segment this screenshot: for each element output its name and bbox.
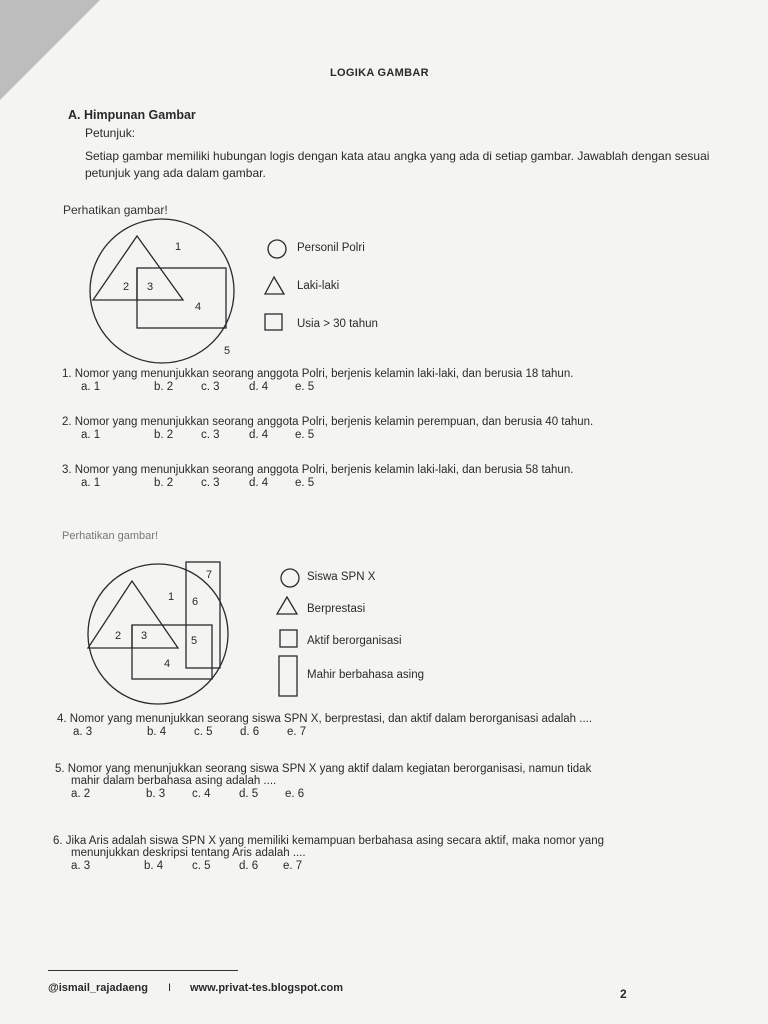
option-d[interactable]: d. 4 [249,477,269,489]
legend-male: Laki-laki [297,280,340,292]
option-a[interactable]: a. 1 [81,477,101,489]
legend2-triangle-icon [277,597,297,614]
option-d[interactable]: d. 6 [240,726,260,738]
option-c[interactable]: c. 4 [192,788,211,800]
option-b[interactable]: b. 4 [147,726,167,738]
option-c[interactable]: c. 5 [194,726,213,738]
question-5 [55,763,591,803]
fig2-num-2: 2 [115,630,122,642]
legend2-circle-icon [281,569,299,587]
legend-triangle-icon [265,277,284,294]
question-stem: Nomor yang menunjukkan seorang anggota Polri, berjenis kelamin laki-laki, dan berusia 18 tahun. [74,368,574,380]
option-b[interactable]: b. 2 [154,381,174,393]
legend-achiever: Berprestasi [307,603,366,615]
question-6 [53,835,604,875]
spn-circle [88,564,228,704]
option-e[interactable]: e. 5 [295,477,315,489]
option-e[interactable]: e. 5 [295,429,315,441]
language-rectangle [186,562,220,668]
option-b[interactable]: b. 3 [146,788,166,800]
section-heading: A. Himpunan Gambar [68,108,196,122]
option-a[interactable]: a. 3 [73,726,93,738]
option-d[interactable]: d. 4 [249,429,269,441]
question-stem-continued: menunjukkan deskripsi tentang Aris adalah .... [71,847,306,859]
option-b[interactable]: b. 2 [154,429,174,441]
option-a[interactable]: a. 1 [81,381,101,393]
option-e[interactable]: e. 7 [283,860,303,872]
option-b[interactable]: b. 4 [144,860,164,872]
option-e[interactable]: e. 6 [285,788,305,800]
legend-polri: Personil Polri [297,242,365,254]
footer-divider [48,970,238,971]
footer-author: @ismail_rajadaeng [48,982,148,994]
fig1-num-5: 5 [224,345,231,357]
option-a[interactable]: a. 2 [71,788,91,800]
legend-organization: Aktif berorganisasi [307,635,402,647]
question-number: 5. [55,763,65,775]
question-stem: Nomor yang menunjukkan seorang siswa SPN X yang aktif dalam kegiatan berorganisasi, namun tidak [67,763,592,775]
legend-language: Mahir berbahasa asing [307,669,424,681]
footer-separator: I [168,982,172,994]
fig1-num-3: 3 [147,281,154,293]
question-2 [62,416,593,444]
question-3 [62,464,573,492]
option-e[interactable]: e. 5 [295,381,315,393]
page-title: LOGIKA GAMBAR [330,67,429,79]
question-number: 1. [62,368,72,380]
option-c[interactable]: c. 3 [201,381,220,393]
option-c[interactable]: c. 3 [201,477,220,489]
fig2-num-1: 1 [168,591,175,603]
fig2-num-6: 6 [192,596,199,608]
option-b[interactable]: b. 2 [154,477,174,489]
option-c[interactable]: c. 3 [201,429,220,441]
instructions-text: Setiap gambar memiliki hubungan logis dengan kata atau angka yang ada di setiap gambar. Jawablah dengan sesuai petunjuk yang ada dalam gambar. [85,149,710,180]
question-4 [57,713,592,741]
legend-spn: Siswa SPN X [307,571,376,583]
option-d[interactable]: d. 4 [249,381,269,393]
legend2-square-icon [280,630,297,647]
question-1 [62,368,573,396]
option-a[interactable]: a. 3 [71,860,91,872]
option-c[interactable]: c. 5 [192,860,211,872]
option-d[interactable]: d. 6 [239,860,259,872]
question-number: 4. [57,713,67,725]
achiever-triangle [88,581,178,648]
observe-label-1: Perhatikan gambar! [63,203,168,217]
question-number: 2. [62,416,72,428]
fig2-num-4: 4 [164,658,171,670]
observe-label-2: Perhatikan gambar! [62,530,158,542]
option-e[interactable]: e. 7 [287,726,307,738]
footer-site-link[interactable]: www.privat-tes.blogspot.com [190,982,343,994]
fig1-num-2: 2 [123,281,130,293]
legend-circle-icon [268,240,286,258]
legend-age: Usia > 30 tahun [297,318,378,330]
instructions-label: Petunjuk: [85,126,136,140]
fig1-num-1: 1 [175,241,182,253]
question-stem: Nomor yang menunjukkan seorang anggota Polri, berjenis kelamin perempuan, dan berusia 40 tahun. [74,416,594,428]
question-number: 3. [62,464,72,476]
question-stem: Jika Aris adalah siswa SPN X yang memiliki kemampuan berbahasa asing secara aktif, maka nomor yang [65,835,604,847]
fig2-num-5: 5 [191,635,198,647]
question-stem: Nomor yang menunjukkan seorang anggota Polri, berjenis kelamin laki-laki, dan berusia 58 tahun. [74,464,574,476]
question-stem: Nomor yang menunjukkan seorang siswa SPN X, berprestasi, dan aktif dalam berorganisasi adalah .... [69,713,593,725]
fig1-num-4: 4 [195,301,202,313]
question-stem-continued: mahir dalam berbahasa asing adalah .... [71,775,277,787]
fig2-num-7: 7 [206,569,213,581]
legend2-rectangle-icon [279,656,297,696]
option-a[interactable]: a. 1 [81,429,101,441]
page-number: 2 [620,987,627,1001]
question-number: 6. [53,835,63,847]
polri-circle [90,219,234,363]
option-d[interactable]: d. 5 [239,788,259,800]
legend-square-icon [265,314,282,330]
fig2-num-3: 3 [141,630,148,642]
